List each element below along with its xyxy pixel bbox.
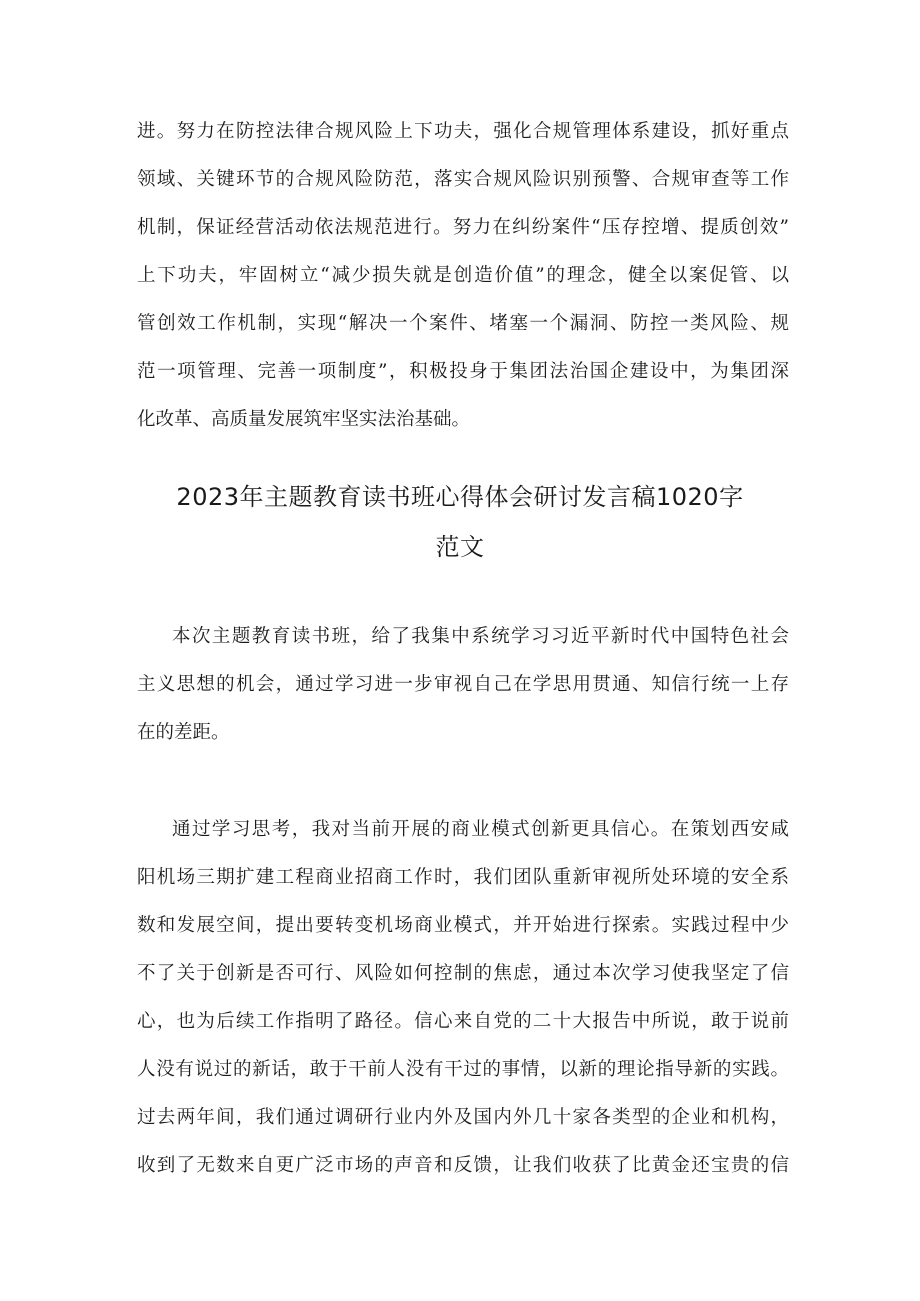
paragraph-2-line-1: 本次主题教育读书班，给了我集中系统学习习近平新时代中国特色社会 [172, 626, 789, 647]
paragraph-1-line-6: 范一项管理、完善一项制度”，积极投身于集团法治国企建设中，为集团深 [137, 361, 789, 382]
paragraph-3-line-6: 人没有说过的新话，敢于干前人没有干过的事情，以新的理论指导新的实践。 [137, 1059, 789, 1080]
paragraph-3-line-5: 心，也为后续工作指明了路径。信心来自党的二十大报告中所说，敢于说前 [137, 1011, 789, 1032]
paragraph-1-line-7: 化改革、高质量发展筑牢坚实法治基础。 [137, 409, 471, 430]
paragraph-3-line-7: 过去两年间，我们通过调研行业内外及国内外几十家各类型的企业和机构， [137, 1107, 789, 1128]
document-title-line-2: 范文 [435, 533, 485, 561]
document-title-line-1: 2023年主题教育读书班心得体会研讨发言稿1020字 [176, 483, 744, 511]
paragraph-3-line-3: 数和发展空间，提出要转变机场商业模式，并开始进行探索。实践过程中少 [137, 915, 789, 936]
paragraph-3-line-1: 通过学习思考，我对当前开展的商业模式创新更具信心。在策划西安咸 [172, 819, 789, 840]
paragraph-1-line-1: 进。努力在防控法律合规风险上下功夫，强化合规管理体系建设，抓好重点 [137, 121, 789, 142]
paragraph-2-line-3: 在的差距。 [137, 722, 230, 743]
paragraph-3-line-8: 收到了无数来自更广泛市场的声音和反馈，让我们收获了比黄金还宝贵的信 [137, 1155, 789, 1176]
paragraph-3-line-4: 不了关于创新是否可行、风险如何控制的焦虑，通过本次学习使我坚定了信 [137, 963, 789, 984]
paragraph-1-line-2: 领域、关键环节的合规风险防范，落实合规风险识别预警、合规审查等工作 [137, 169, 789, 190]
paragraph-2-line-2: 主义思想的机会，通过学习进一步审视自己在学思用贯通、知信行统一上存 [137, 674, 789, 695]
paragraph-1-line-3: 机制，保证经营活动依法规范进行。努力在纠纷案件“压存控增、提质创效” [137, 217, 789, 238]
paragraph-3-line-2: 阳机场三期扩建工程商业招商工作时，我们团队重新审视所处环境的安全系 [137, 867, 789, 888]
paragraph-1-line-5: 管创效工作机制，实现“解决一个案件、堵塞一个漏洞、防控一类风险、规 [137, 313, 789, 334]
paragraph-1-line-4: 上下功夫，牢固树立“减少损失就是创造价值”的理念，健全以案促管、以 [137, 265, 789, 286]
